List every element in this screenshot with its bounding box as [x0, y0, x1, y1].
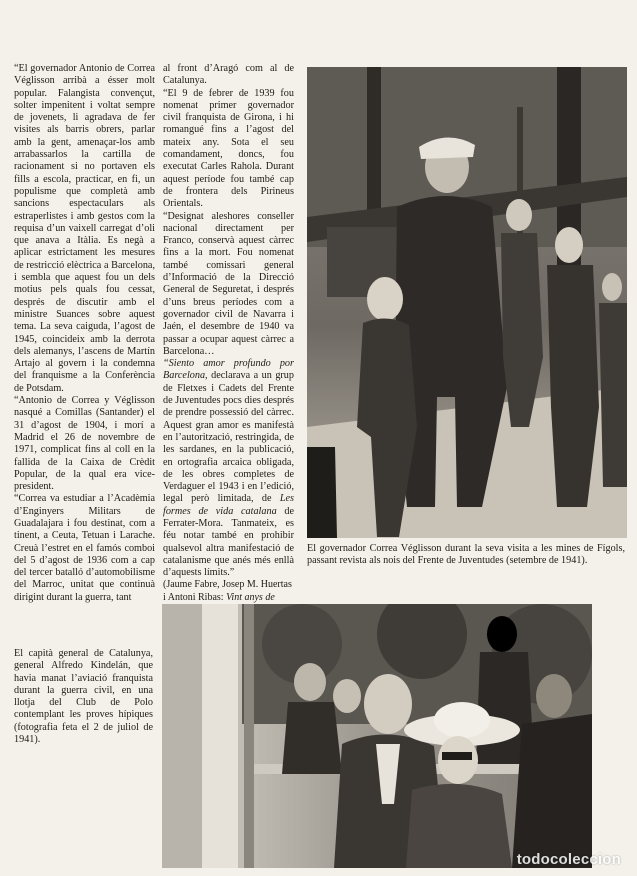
paragraph-text: de Ferrater-Mora. Tanmateix, es féu notar també en prohibir qualsevol altra manifestació de catalanisme que anés més enllà d’aquests límits.” — [163, 505, 294, 579]
photo-caption: El capità general de Catalunya, general Alfredo Kindelán, que havia manat l’aviació franquista durant la guerra civil, en una llotja del Club de Polo contemplant les proves hípiques (fotografia feta el 2 de juliol de 1941). — [14, 648, 153, 746]
paragraph: “Correa va estudiar a l’Acadèmia d’Enginyers Militars de Guadalajara i fou destinat, com a tinent, a Ceuta, Tetuan i Larache. Creuà l’estret en el famós comboi del 5 d’agost de 1936 com a cap del tercer batalló d’automobilisme del Marroc, unitat que continuà dirigint durant la guerra, tant — [14, 493, 155, 603]
citation-authors: (Jaume Fabre, Josep M. Huertas i Antoni Ribas: — [163, 579, 292, 603]
paragraph — [163, 358, 294, 579]
book-title: Les formes de vida catalana — [163, 493, 294, 517]
text-column-left — [14, 63, 155, 604]
paragraph: “Designat aleshores conseller nacional directament per Franco, conservà aquest càrrec fins a la mort. Fou nomenat també comissari general d’Informació de la Direcció General de Seguretat, i després d’uns breus períodes com a governador civil de Navarra i Jaén, el desembre de 1940 va passar a ocupar aquest càrrec a Barcelona… — [163, 210, 294, 357]
text-column-middle — [163, 63, 294, 629]
paragraph: “Antonio de Correa y Véglisson nasqué a Comillas (Santander) el 31 d’agost de 1904, i morí a Madrid el 26 de novembre de 1971, complicat fins al coll en la fallida de la Caixa de Crèdit Popular, de la qual era vice-president. — [14, 395, 155, 493]
spanish-quote: “Siento amor profundo por Barcelona, — [163, 358, 294, 382]
citation-title: Vint anys de — [226, 591, 275, 603]
photo-caption: El governador Correa Véglisson durant la seva visita a les mines de Fígols, passant revista als nois del Frente de Juventudes (setembre de 1941). — [307, 543, 625, 567]
paragraph: “El 9 de febrer de 1939 fou nomenat primer governador civil franquista de Girona, i hi romangué fins a l’agost del mateix any. Sota el seu comandament, doncs, fou executat Carles Rahola. Durant aquest període fou també cap de frontera dels Pirineus Orientals. — [163, 87, 294, 210]
paragraph: al front d’Aragó com al de Catalunya. — [163, 63, 294, 87]
paragraph-text: declarava a un grup de Fletxes i Cadets del Frente de Juventudes pocs dies després de prendre possessió del càrrec. Aquest gran amor es manifestà en l’autorització, restringida, de les sardanes, en la publicació, en ortografia arcaica obligada, de les obres completes de Verdaguer el 1943 i en l’edició, legal però limitada, de — [163, 370, 294, 505]
photo-kindelan-club-de-polo — [162, 604, 592, 868]
photo-governor-mines-visit — [307, 67, 627, 538]
paragraph: “El governador Antonio de Correa Véglisson arribà a ésser molt popular. Falangista convençut, solter impenitent i voltat sempre de jovenets, li agradava de fer visites als barris obrers, parlar amb la gent, amenaçar-los amb arrabassarlos la cartilla de racionament si no portaven els fills a escola, practicar, en fi, un populisme que completà amb sancions espectaculars als estraperlistes i amb gestos com la requisa d’un vaixell carregat d’oli que anava a Itàlia. Es negà a aplicar estrictament les mesures de restricció elèctrica a Barcelona, i sembla que aquest fou un dels motius pels quals fou cessat, després de discutir amb el ministre Suances sobre aquest tema. La seva caiguda, l’agost de 1945, coincideix amb la derrota dels alemanys, l’ascens de Martín Artajo al govern i la condemna del franquisme a la Conferència de Potsdam. — [14, 63, 155, 394]
watermark-logo: todocoleccion — [516, 851, 621, 868]
